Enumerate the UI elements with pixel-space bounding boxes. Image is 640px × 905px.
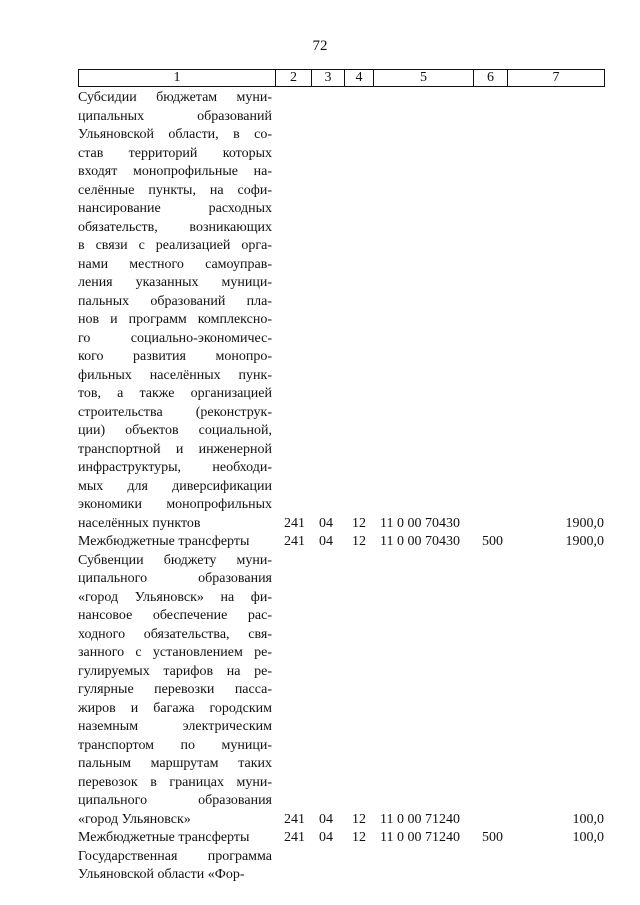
row-name-line: гулируемых тарифов на ре- <box>78 663 272 679</box>
row-name-line: ципального образования <box>78 793 272 808</box>
row-name-line: транспортной и инженерной <box>78 441 272 457</box>
row-name-line: входят монопрофильные на- <box>78 164 272 179</box>
row-name-line: населённых пунктов <box>78 515 201 531</box>
row-name-line: инфраструктуры, необходи- <box>78 460 272 475</box>
table-row <box>78 829 604 848</box>
row-name-line: занного с установлением ре- <box>78 645 272 660</box>
row-cell-3: 04 <box>319 534 333 549</box>
row-cell-7: 100,0 <box>572 811 604 827</box>
row-cell-3: 04 <box>319 830 333 845</box>
header-cell-1: 1 <box>78 69 276 87</box>
row-cell-2: 241 <box>284 515 305 531</box>
row-cell-5: 11 0 00 70430 <box>380 534 460 549</box>
row-name <box>78 533 272 552</box>
row-name-line: Ульяновской области, в со- <box>78 127 272 142</box>
header-cell-6: 6 <box>473 69 508 87</box>
row-name-line: строительства (реконструк- <box>78 404 272 420</box>
row-name-line: «город Ульяновск» на фи- <box>78 589 272 605</box>
header-cell-2: 2 <box>275 69 312 87</box>
row-cell-2: 241 <box>284 830 305 845</box>
row-cell-7: 1900,0 <box>565 515 604 531</box>
table-row <box>78 552 604 830</box>
row-name-line: селённые пункты, на софи- <box>78 182 272 198</box>
row-name-line: «город Ульяновск» <box>78 811 191 827</box>
row-cell-3: 04 <box>319 515 333 531</box>
row-name-line: в связи с реализацией орга- <box>78 238 272 253</box>
row-cell-5: 11 0 00 71240 <box>380 830 460 845</box>
row-name-line: пальным маршрутам таких <box>78 756 272 771</box>
header-cell-4: 4 <box>344 69 374 87</box>
row-name-line: Субсидии бюджетам муни- <box>78 90 272 105</box>
row-name-line: мых для диверсификации <box>78 478 272 494</box>
row-name-line: Межбюджетные трансферты <box>78 534 250 549</box>
header-cell-5: 5 <box>373 69 474 87</box>
row-name-line: нансирование расходных <box>78 201 272 216</box>
row-name-line: став территорий которых <box>78 145 272 161</box>
row-name-line: ципальных образований <box>78 108 272 124</box>
row-name-line: ции) объектов социальной, <box>78 423 272 438</box>
table-row <box>78 89 604 533</box>
row-cell-2: 241 <box>284 811 305 827</box>
row-cell-4: 12 <box>352 515 366 531</box>
row-cell-3: 04 <box>319 811 333 827</box>
row-name-line: гулярные перевозки пасса- <box>78 682 272 697</box>
row-name-line: Субвенции бюджету муни- <box>78 552 272 568</box>
table-row <box>78 533 604 552</box>
row-cell-5: 11 0 00 71240 <box>380 811 460 827</box>
table-row <box>78 848 604 885</box>
row-name-line: перевозок в границах муни- <box>78 774 272 790</box>
row-cell-7: 1900,0 <box>565 534 604 549</box>
row-name-line: нансовое обеспечение рас- <box>78 608 272 623</box>
row-name-line: ления указанных муници- <box>78 275 272 290</box>
row-name-line: экономики монопрофильных <box>78 497 272 512</box>
row-cell-2: 241 <box>284 534 305 549</box>
row-name-line: тов, а также организацией <box>78 386 272 401</box>
row-name-line: транспортом по муници- <box>78 737 272 753</box>
row-name-line: Ульяновской области «Фор- <box>78 867 245 882</box>
row-cell-5: 11 0 00 70430 <box>380 515 460 531</box>
row-cell-6: 500 <box>482 534 503 549</box>
row-cell-6: 500 <box>482 830 503 845</box>
row-name-line: фильных населённых пунк- <box>78 367 272 383</box>
row-name <box>78 89 272 533</box>
row-name-line: пальных образований пла- <box>78 293 272 309</box>
row-name-line: наземным электрическим <box>78 719 272 734</box>
row-name-line: обязательств, возникающих <box>78 219 272 235</box>
row-name-line: ципального образования <box>78 571 272 586</box>
page-number: 72 <box>312 38 328 54</box>
row-cell-7: 100,0 <box>572 830 604 845</box>
row-name-line: ходного обязательства, свя- <box>78 626 272 642</box>
row-name-line: нов и программ комплексно- <box>78 312 272 327</box>
row-name-line: Государственная программа <box>78 848 272 864</box>
row-name-line: жиров и багажа городским <box>78 700 272 716</box>
row-name-line: кого развития монопро- <box>78 349 272 364</box>
row-name-line: нами местного самоуправ- <box>78 256 272 272</box>
row-name <box>78 829 272 848</box>
row-cell-4: 12 <box>352 811 366 827</box>
row-cell-4: 12 <box>352 534 366 549</box>
row-name-line: го социально-экономичес- <box>78 330 272 346</box>
header-cell-7: 7 <box>507 69 605 87</box>
row-name <box>78 552 272 830</box>
row-name <box>78 848 272 885</box>
row-name-line: Межбюджетные трансферты <box>78 830 250 845</box>
header-cell-3: 3 <box>311 69 345 87</box>
row-cell-4: 12 <box>352 830 366 845</box>
